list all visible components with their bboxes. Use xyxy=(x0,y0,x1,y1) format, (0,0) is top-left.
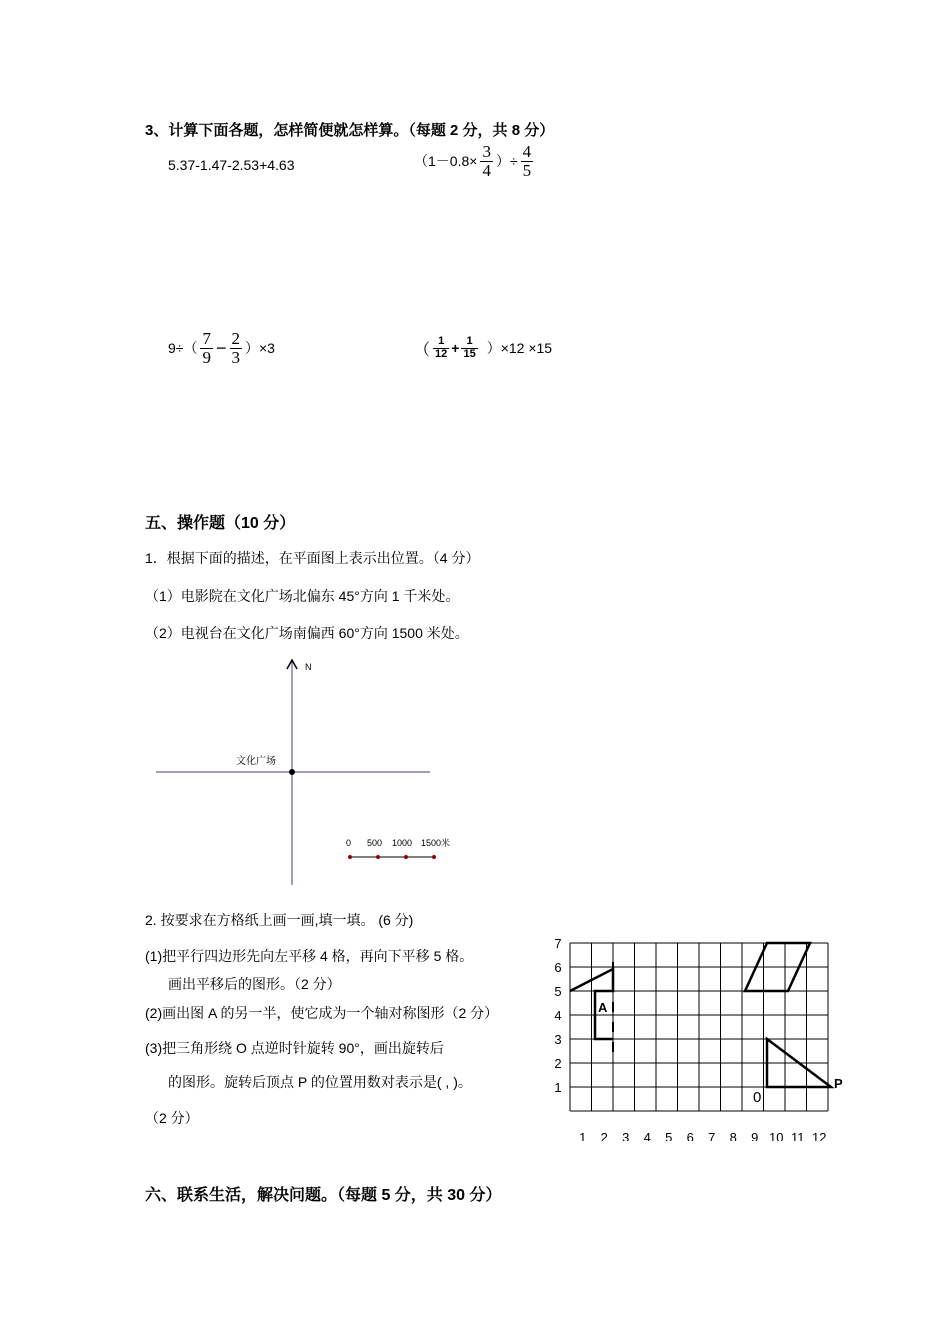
scale-label: 0 xyxy=(346,838,352,848)
x-axis-label: 11 xyxy=(791,1130,805,1141)
scale-label: 500 xyxy=(367,838,383,848)
fraction: $\frac{1}{12}$ xyxy=(435,335,448,360)
x-axis-label: 10 xyxy=(769,1130,784,1141)
fraction: $\frac{7}{9}$ xyxy=(202,329,211,367)
fraction: $\frac{4}{5}$ xyxy=(522,142,532,180)
q2-item-2: (2)画出图 A 的另一半，使它成为一个轴对称图形（2 分） xyxy=(145,1005,499,1021)
scale-tick xyxy=(432,855,436,859)
fraction: $\frac{1}{15}$ xyxy=(463,335,476,360)
q1-title: 1．根据下面的描述，在平面图上表示出位置。（4 分） xyxy=(145,550,480,566)
x-axis-label: 6 xyxy=(686,1130,694,1141)
y-axis-label: 3 xyxy=(554,1032,562,1047)
q3-title: 3、计算下面各题，怎样简便就怎样算。（每题 2 分，共 8 分） xyxy=(145,122,555,139)
x-axis-label: 12 xyxy=(812,1130,827,1141)
x-axis-labels xyxy=(579,1130,826,1141)
x-axis-label: 8 xyxy=(729,1130,737,1141)
expr-4-tail: ）×12 ×15 xyxy=(486,340,553,357)
center-point xyxy=(289,769,295,775)
x-axis-label: 1 xyxy=(579,1130,587,1141)
q2-item-3a: (3)把三角形绕 O 点逆时针旋转 90°，画出旋转后 xyxy=(145,1040,444,1056)
x-axis-label: 2 xyxy=(600,1130,608,1141)
x-axis-label: 7 xyxy=(708,1130,716,1141)
y-axis-label: 4 xyxy=(554,1008,562,1023)
expr-3 xyxy=(168,330,275,367)
grid-diagram xyxy=(530,926,860,1141)
scale-label: 1000 xyxy=(392,838,413,848)
expr-1: 5.37-1.47-2.53+4.63 xyxy=(168,157,295,173)
q2-title: 2. 按要求在方格纸上画一画,填一填。 (6 分) xyxy=(145,912,414,928)
q1-item-2: （2）电视台在文化广场南偏西 60°方向 1500 米处。 xyxy=(145,625,469,641)
scale-tick xyxy=(404,855,408,859)
fraction: $\frac{2}{3}$ xyxy=(231,329,240,367)
x-axis-label: 5 xyxy=(665,1130,673,1141)
expr-2-lead: （1－0.8× xyxy=(414,153,478,170)
label-p: P xyxy=(834,1076,843,1091)
fraction: $\frac{3}{4}$ xyxy=(482,142,491,180)
expr-2-mid: ）÷ xyxy=(495,153,518,170)
y-axis-labels xyxy=(554,936,561,1095)
compass-diagram xyxy=(150,652,470,892)
expr-2 xyxy=(414,143,536,180)
expr-4-lead: （ xyxy=(414,341,431,359)
section-6-title: 六、联系生活，解决问题。（每题 5 分，共 30 分） xyxy=(145,1187,502,1204)
scale-label: 1500米 xyxy=(421,838,451,848)
expr-3-tail: ）×3 xyxy=(245,340,275,357)
x-axis-label: 9 xyxy=(751,1130,759,1141)
y-axis-label: 7 xyxy=(554,936,562,951)
scale-tick xyxy=(348,855,352,859)
north-label: N xyxy=(305,662,312,672)
q2-item-1a: (1)把平行四边形先向左平移 4 格，再向下平移 5 格。 xyxy=(145,948,474,964)
center-label: 文化广场 xyxy=(236,756,276,767)
q2-item-3c: （2 分） xyxy=(145,1110,199,1126)
expr-4 xyxy=(414,336,552,360)
section-5-title: 五、操作题（10 分） xyxy=(145,515,296,532)
scale-tick xyxy=(376,855,380,859)
expr-3-lead: 9÷（ xyxy=(168,340,198,357)
plus-sign: + xyxy=(451,340,460,357)
q2-item-3b: 的图形。旋转后顶点 P 的位置用数对表示是( , )。 xyxy=(168,1074,472,1090)
minus-sign: − xyxy=(215,337,227,358)
label-o: 0 xyxy=(753,1089,762,1106)
q2-item-1b: 画出平移后的图形。（2 分） xyxy=(168,976,341,992)
x-axis-label: 3 xyxy=(622,1130,630,1141)
y-axis-label: 6 xyxy=(554,960,562,975)
y-axis-label: 1 xyxy=(554,1080,562,1095)
label-a: A xyxy=(598,1000,608,1015)
x-axis-label: 4 xyxy=(643,1130,651,1141)
q1-item-1: （1）电影院在文化广场北偏东 45°方向 1 千米处。 xyxy=(145,588,460,604)
y-axis-label: 2 xyxy=(554,1056,562,1071)
y-axis-label: 5 xyxy=(554,984,562,999)
